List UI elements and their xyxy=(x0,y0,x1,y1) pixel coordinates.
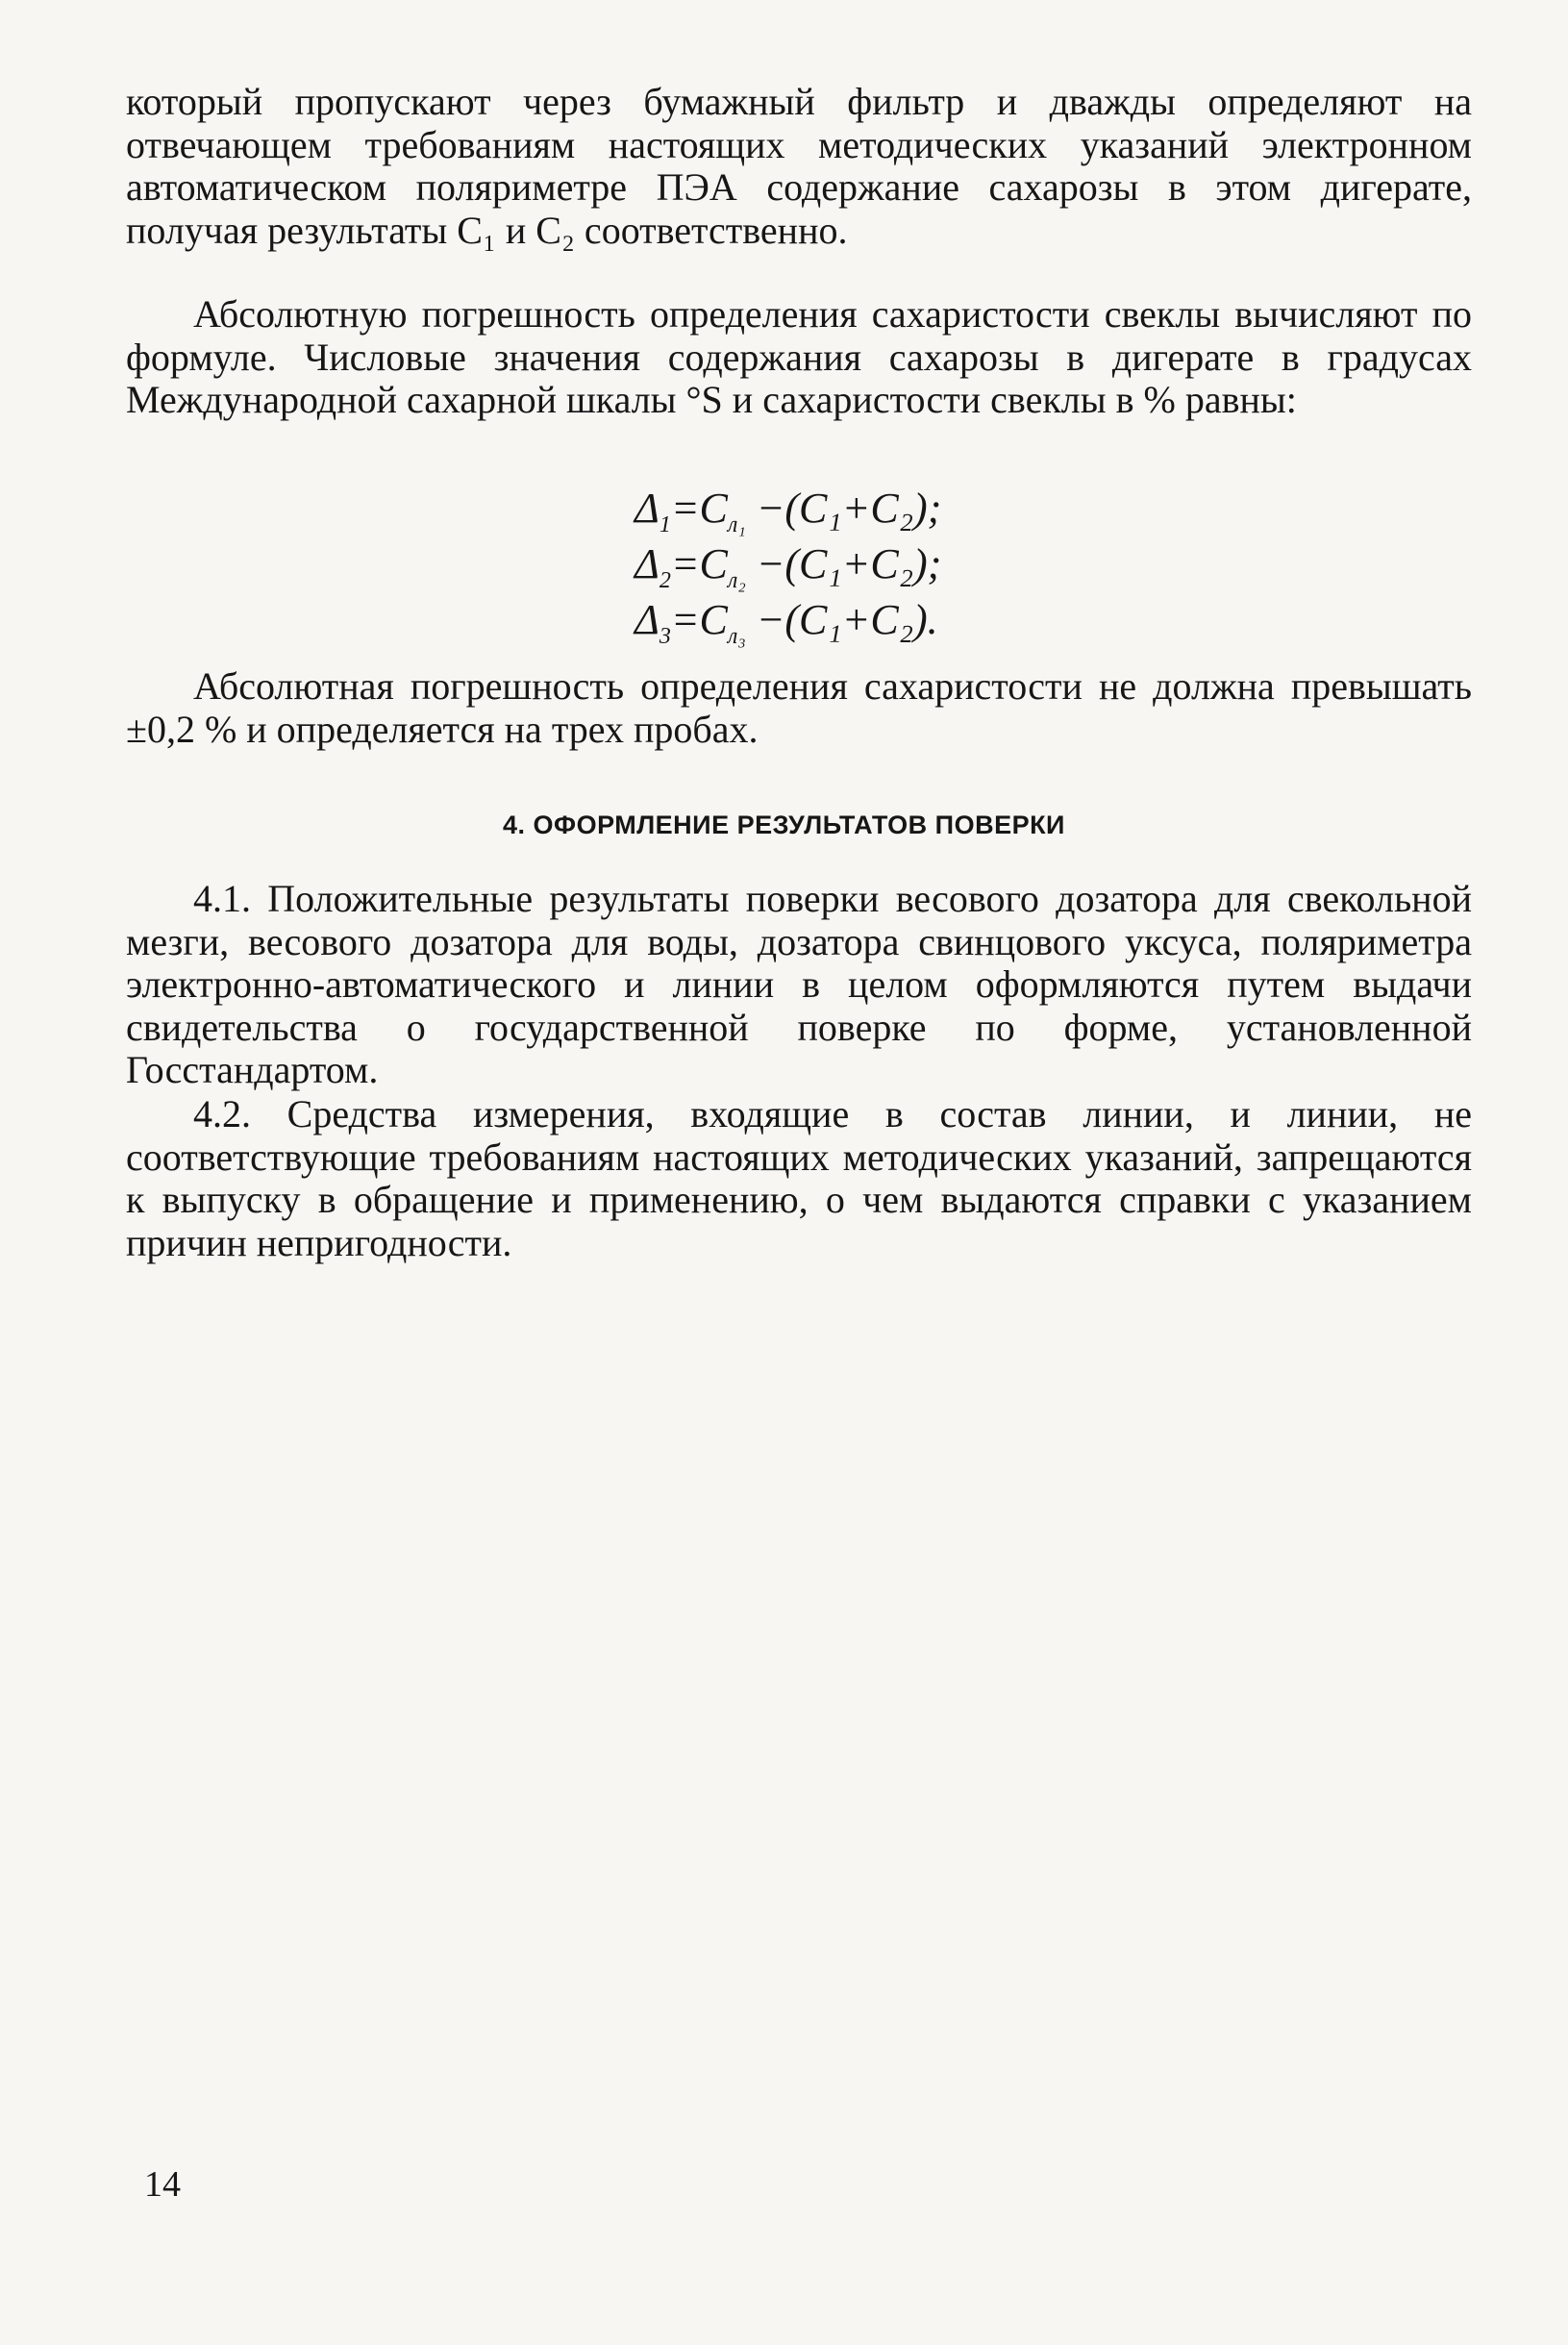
formula-expression: −(C₁+C₂); xyxy=(745,485,942,532)
paragraph-text: 4.1. Положительные результаты поверки весового дозатора для свекольной мезги, весового дозатора для воды, дозатора свинцового уксуса, поляриметра электронно-автоматического и линии в целом оформляются путем выдачи свидетельства о государственной поверке по форме, установленной Госстандартом. xyxy=(126,877,1472,1091)
formula-delta-1 xyxy=(635,486,941,548)
formula-subscript: л₃ xyxy=(727,623,746,649)
paragraph-continuation xyxy=(126,81,1472,252)
paragraph-tolerance xyxy=(126,665,1472,751)
formula-subscript: 1 xyxy=(659,511,671,537)
paragraph-text: Абсолютную погрешность определения сахаристости свеклы вычисляют по формуле. Числовые значения содержания сахарозы в дигерате в градусах Международной сахарной шкалы °S и сахаристости свеклы в % равны: xyxy=(126,292,1472,421)
formula-delta-3 xyxy=(635,597,938,660)
section-heading: 4. ОФОРМЛЕНИЕ РЕЗУЛЬТАТОВ ПОВЕРКИ xyxy=(503,811,1065,839)
paragraph-clause-4-1 xyxy=(126,878,1472,1092)
formula-term: =C xyxy=(670,596,728,643)
formula-term: =C xyxy=(670,485,728,532)
formula-symbol: Δ xyxy=(635,485,660,532)
paragraph-text: который пропускают через бумажный фильтр и дважды определяют на отвечающем требованиям настоящих методических указаний электронном автоматическом поляриметре ПЭА содержание сахарозы в этом дигерате, получая результаты C₁ и C₂ соответственно. xyxy=(126,80,1472,252)
paragraph-formula-intro xyxy=(126,293,1472,422)
paragraph-text: Абсолютная погрешность определения сахаристости не должна превышать ±0,2 % и определяется на трех пробах. xyxy=(126,664,1472,751)
page-number: 14 xyxy=(144,2164,181,2205)
formula-expression: −(C₁+C₂). xyxy=(745,596,938,643)
formula-symbol: Δ xyxy=(635,596,660,643)
formula-subscript: 3 xyxy=(659,623,671,649)
formula-symbol: Δ xyxy=(635,540,660,587)
formula-term: =C xyxy=(670,540,728,587)
paragraph-text: 4.2. Средства измерения, входящие в состав линии, и линии, не соответствующие требованиям настоящих методических указаний, запрещаются к выпуску в обращение и применению, о чем выдаются справки с указанием причин непригодности. xyxy=(126,1092,1472,1264)
paragraph-clause-4-2 xyxy=(126,1093,1472,1264)
formula-subscript: л₁ xyxy=(727,511,746,537)
formula-subscript: 2 xyxy=(659,567,671,593)
formula-delta-2 xyxy=(635,541,941,604)
formula-subscript: л₂ xyxy=(727,567,746,593)
formula-expression: −(C₁+C₂); xyxy=(745,540,942,587)
